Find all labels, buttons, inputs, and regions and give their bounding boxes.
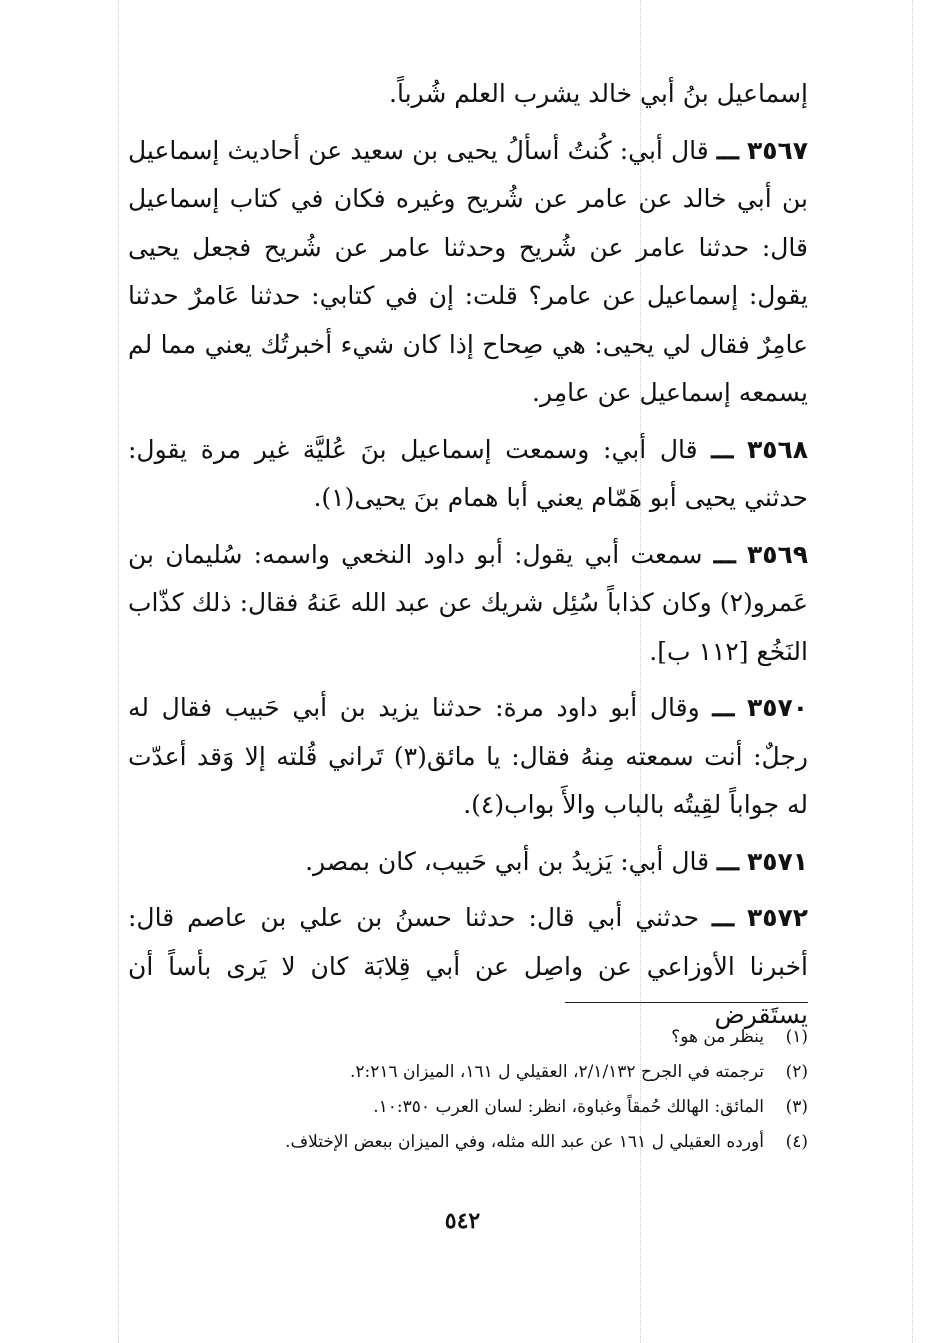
narration-text: حدثني أبي قال: حدثنا حسنُ بن علي بن عاصم قال: أخبرنا الأوزاعي عن واصِل عن أبي قِلابَة كان لا يَرى بأساً أن يستَقرض (128, 903, 808, 1029)
footnote-text: المائق: الهالك حُمقاً وغباوة، انظر: لسان العرب ١٠:٣٥٠. (373, 1097, 764, 1117)
narration-number: ٣٥٧١ (746, 846, 808, 876)
narration-number: ٣٥٦٩ (746, 539, 809, 569)
footnotes (200, 1020, 808, 1160)
narration-dash: ـــ (711, 434, 734, 464)
narration-3571 (128, 838, 808, 887)
footnote-text: ترجمته في الجرح ٢/١/١٣٢، العقيلي ل ١٦١، الميزان ٢:٢١٦. (349, 1062, 764, 1082)
page-number: ٥٤٢ (444, 1208, 481, 1234)
narration-3569 (128, 531, 808, 677)
narration-text: قال أبي: كُنتُ أسألُ يحيى بن سعيد عن أحاديث إسماعيل بن أبي خالد عن عامر عن شُريح وغيره فكان في كتاب إسماعيل قال: حدثنا عامر عن شُريح وحدثنا عامر عن شُريح فجعل يحيى يقول: إسماعيل عن عامر؟ قلت: إن في كتابي: حدثنا عَامرٌ حدثنا عامِرٌ فقال لي يحيى: هي صِحاح إذا كان شيء أخبرتُك يعني مما لم يسمعه إسماعيل عن عامِر. (128, 135, 808, 407)
narration-text: قال أبي: وسمعت إسماعيل بنَ عُليَّة غير مرة يقول: حدثني يحيى أبو هَمّام يعني أبا همام بنَ يحيى(١). (128, 434, 808, 512)
footnote-2 (200, 1055, 808, 1090)
narration-dash: ـــ (716, 135, 739, 165)
narration-text: وقال أبو داود مرة: حدثنا يزيد بن أبي حَبيب فقال له رجلٌ: أنت سمعته مِنهُ فقال: يا مائق(٣) تَراني قُلته إلا وَقد أعدّت له جواباً لقِيتُه بالباب والأَ بواب(٤). (128, 693, 808, 819)
narration-dash: ـــ (713, 539, 736, 569)
footnote-separator (565, 1002, 808, 1003)
main-text (128, 70, 808, 1048)
narration-number: ٣٥٦٨ (746, 434, 808, 464)
narration-dash: ـــ (712, 903, 735, 932)
narration-number: ٣٥٧٠ (746, 693, 808, 722)
footnote-mark: (٣) (785, 1097, 808, 1117)
footnote-text: أورده العقيلي ل ١٦١ عن عبد الله مثله، وفي الميزان ببعض الإختلاف. (285, 1132, 764, 1152)
narration-dash: ـــ (717, 846, 739, 876)
footnote-mark: (٢) (785, 1062, 808, 1082)
narration-text: قال أبي: يَزيدُ بن أبي حَبيب، كان بمصر. (305, 846, 710, 876)
footnote-mark: (١) (785, 1027, 808, 1047)
narration-3570 (128, 684, 808, 830)
narration-text: سمعت أبي يقول: أبو داود النخعي واسمه: سُليمان بن عَمرو(٢) وكان كذاباً سُئِل شريك عن عبد الله عَنهُ فقال: ذلك كذّاب النَخُع [١١٢ ب]. (128, 539, 808, 666)
narration-number: ٣٥٦٧ (746, 135, 809, 165)
footnote-mark: (٤) (785, 1132, 808, 1152)
scan-guide-line (912, 0, 913, 1343)
scan-guide-line (118, 0, 119, 1343)
narration-dash: ـــ (712, 693, 735, 722)
footnote-1 (200, 1020, 808, 1055)
footnote-3 (200, 1090, 808, 1125)
narration-3572 (128, 894, 808, 1040)
narration-number: ٣٥٧٢ (746, 903, 808, 932)
footnote-text: ينظر من هو؟ (671, 1027, 764, 1047)
narration-3567 (128, 127, 808, 418)
footnote-4 (200, 1125, 808, 1160)
narration-3568 (128, 426, 808, 523)
continuation-text: إسماعيل بنُ أبي خالد يشرب العلم شُرباً. (389, 79, 808, 108)
